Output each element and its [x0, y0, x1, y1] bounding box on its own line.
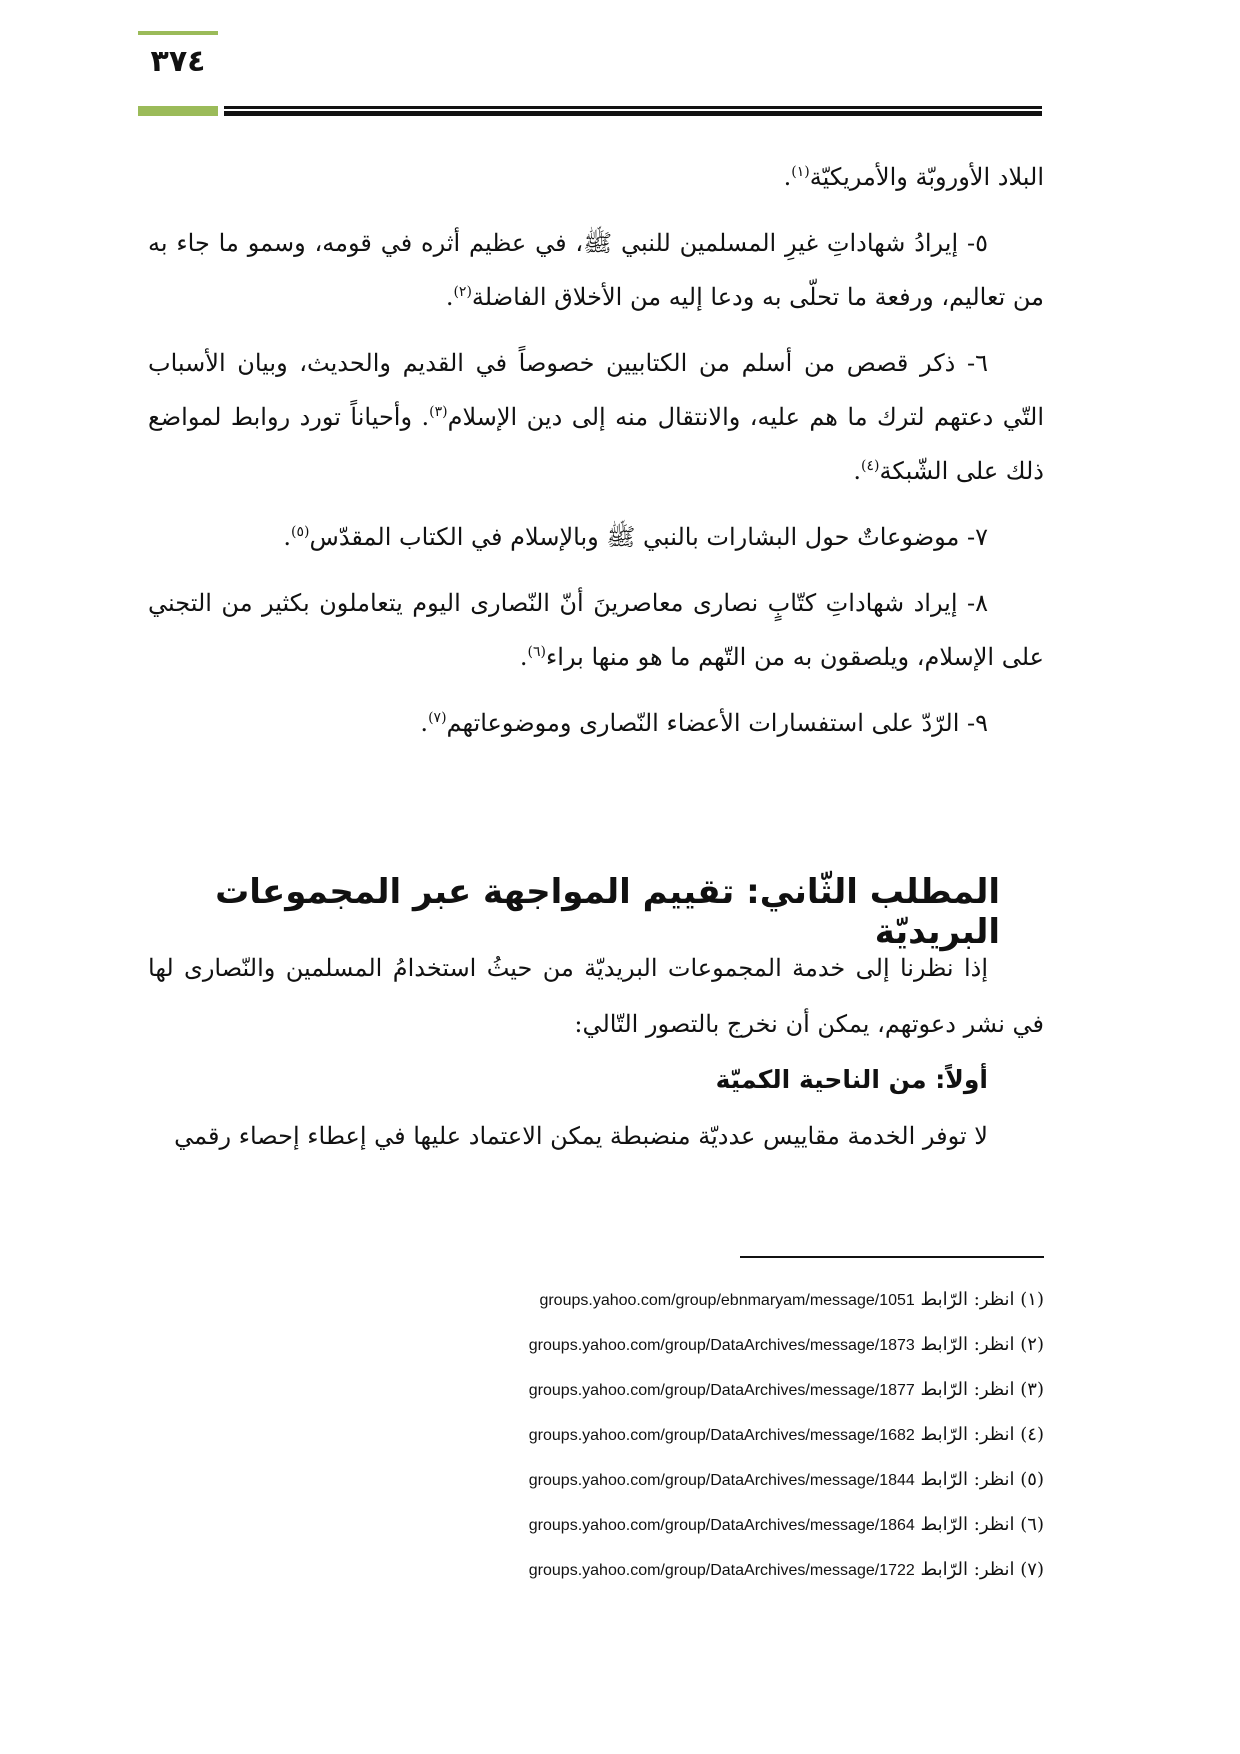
footnote-link[interactable]: groups.yahoo.com/group/DataArchives/message/1873: [528, 1337, 915, 1354]
header-rule: [224, 106, 1042, 116]
subheading: أولاً: من الناحية الكميّة: [715, 1065, 988, 1094]
paragraph-7: ٧- موضوعاتٌ حول البشارات بالنبي ﷺ وبالإسلام في الكتاب المقدّس$^{(٥)}$.: [283, 523, 988, 551]
footnote-link[interactable]: groups.yahoo.com/group/DataArchives/message/1877: [528, 1382, 915, 1399]
footnote-ref[interactable]: (٢): [453, 284, 472, 300]
paragraph-9: ٩- الرّدّ على استفسارات الأعضاء النّصارى وموضوعاتهم$^{(٧)}$.: [420, 709, 988, 737]
page-number-bar-top: [138, 31, 218, 35]
footnote-ref[interactable]: (٥): [291, 524, 310, 540]
footnote: (٦) انظر: الرّابط groups.yahoo.com/group/DataArchives/message/1864: [528, 1514, 1044, 1535]
page-number: ٣٧٤: [150, 44, 206, 79]
footnote: (٥) انظر: الرّابط groups.yahoo.com/group/DataArchives/message/1844: [528, 1469, 1044, 1490]
paragraph-continuation: البلاد الأوروبّة والأمريكيّة$^{(١)}$.: [783, 163, 1044, 191]
footnote-link[interactable]: groups.yahoo.com/group/ebnmaryam/message/1051: [539, 1292, 915, 1309]
footnote-link[interactable]: groups.yahoo.com/group/DataArchives/message/1844: [528, 1472, 915, 1489]
section-last-line: لا توفر الخدمة مقاييس عدديّة منضبطة يمكن الاعتماد عليها في إعطاء إحصاء رقمي: [174, 1122, 988, 1150]
footnote-link[interactable]: groups.yahoo.com/group/DataArchives/message/1722: [528, 1562, 915, 1579]
paragraph-5: ٥- إيرادُ شهاداتِ غيرِ المسلمين للنبي ﷺ، في عظيم أثره في قومه، وسمو ما جاء به من تعاليم، ورفعة ما تحلّى به ودعا إليه من الأخلاق الفاضلة$^{(٢)}$.: [148, 229, 1044, 311]
section-title: المطلب الثّاني: تقييم المواجهة عبر المجموعات البريديّة: [215, 872, 1000, 952]
footnote: (١) انظر: الرّابط groups.yahoo.com/group/ebnmaryam/message/1051: [539, 1289, 1044, 1310]
footnote: (٢) انظر: الرّابط groups.yahoo.com/group/DataArchives/message/1873: [528, 1334, 1044, 1355]
section-body: [148, 940, 1044, 1164]
footnote-ref[interactable]: (١): [791, 164, 810, 180]
paragraph-8: ٨- إيراد شهاداتِ كتّابٍ نصارى معاصرينَ أنّ النّصارى اليوم يتعاملون بكثير من التجني على الإسلام، ويلصقون به من التّهم ما هو منها براء$^{(٦)}$.: [148, 589, 1044, 671]
section-intro: إذا نظرنا إلى خدمة المجموعات البريديّة من حيثُ استخدامُ المسلمين والنّصارى لها في نشر دعوتهم، يمكن أن نخرج بالتصور التّالي:: [148, 954, 1044, 1038]
footnote-link[interactable]: groups.yahoo.com/group/DataArchives/message/1682: [528, 1427, 915, 1444]
footnote-ref[interactable]: (٧): [428, 710, 447, 726]
footnotes: [400, 1278, 1044, 1593]
paragraph-6: ٦- ذكر قصص من أسلم من الكتابيين خصوصاً في القديم والحديث، وبيان الأسباب التّي دعتهم لترك ما هم عليه، والانتقال منه إلى دين الإسلام$^{(٣)}$. وأحياناً تورد روابط لمواضع ذلك على الشّبكة$^{(٤)}$.: [148, 349, 1044, 485]
body-text: [148, 150, 1044, 762]
footnote: (٤) انظر: الرّابط groups.yahoo.com/group/DataArchives/message/1682: [528, 1424, 1044, 1445]
footnote: (٣) انظر: الرّابط groups.yahoo.com/group/DataArchives/message/1877: [528, 1379, 1044, 1400]
footnote-ref[interactable]: (٣): [429, 404, 448, 420]
footnote-link[interactable]: groups.yahoo.com/group/DataArchives/message/1864: [528, 1517, 915, 1534]
footnote: (٧) انظر: الرّابط groups.yahoo.com/group/DataArchives/message/1722: [528, 1559, 1044, 1580]
page-number-bar-bottom: [138, 106, 218, 116]
footnote-ref[interactable]: (٤): [861, 458, 880, 474]
footnote-ref[interactable]: (٦): [527, 644, 546, 660]
footnote-separator: [740, 1256, 1044, 1258]
